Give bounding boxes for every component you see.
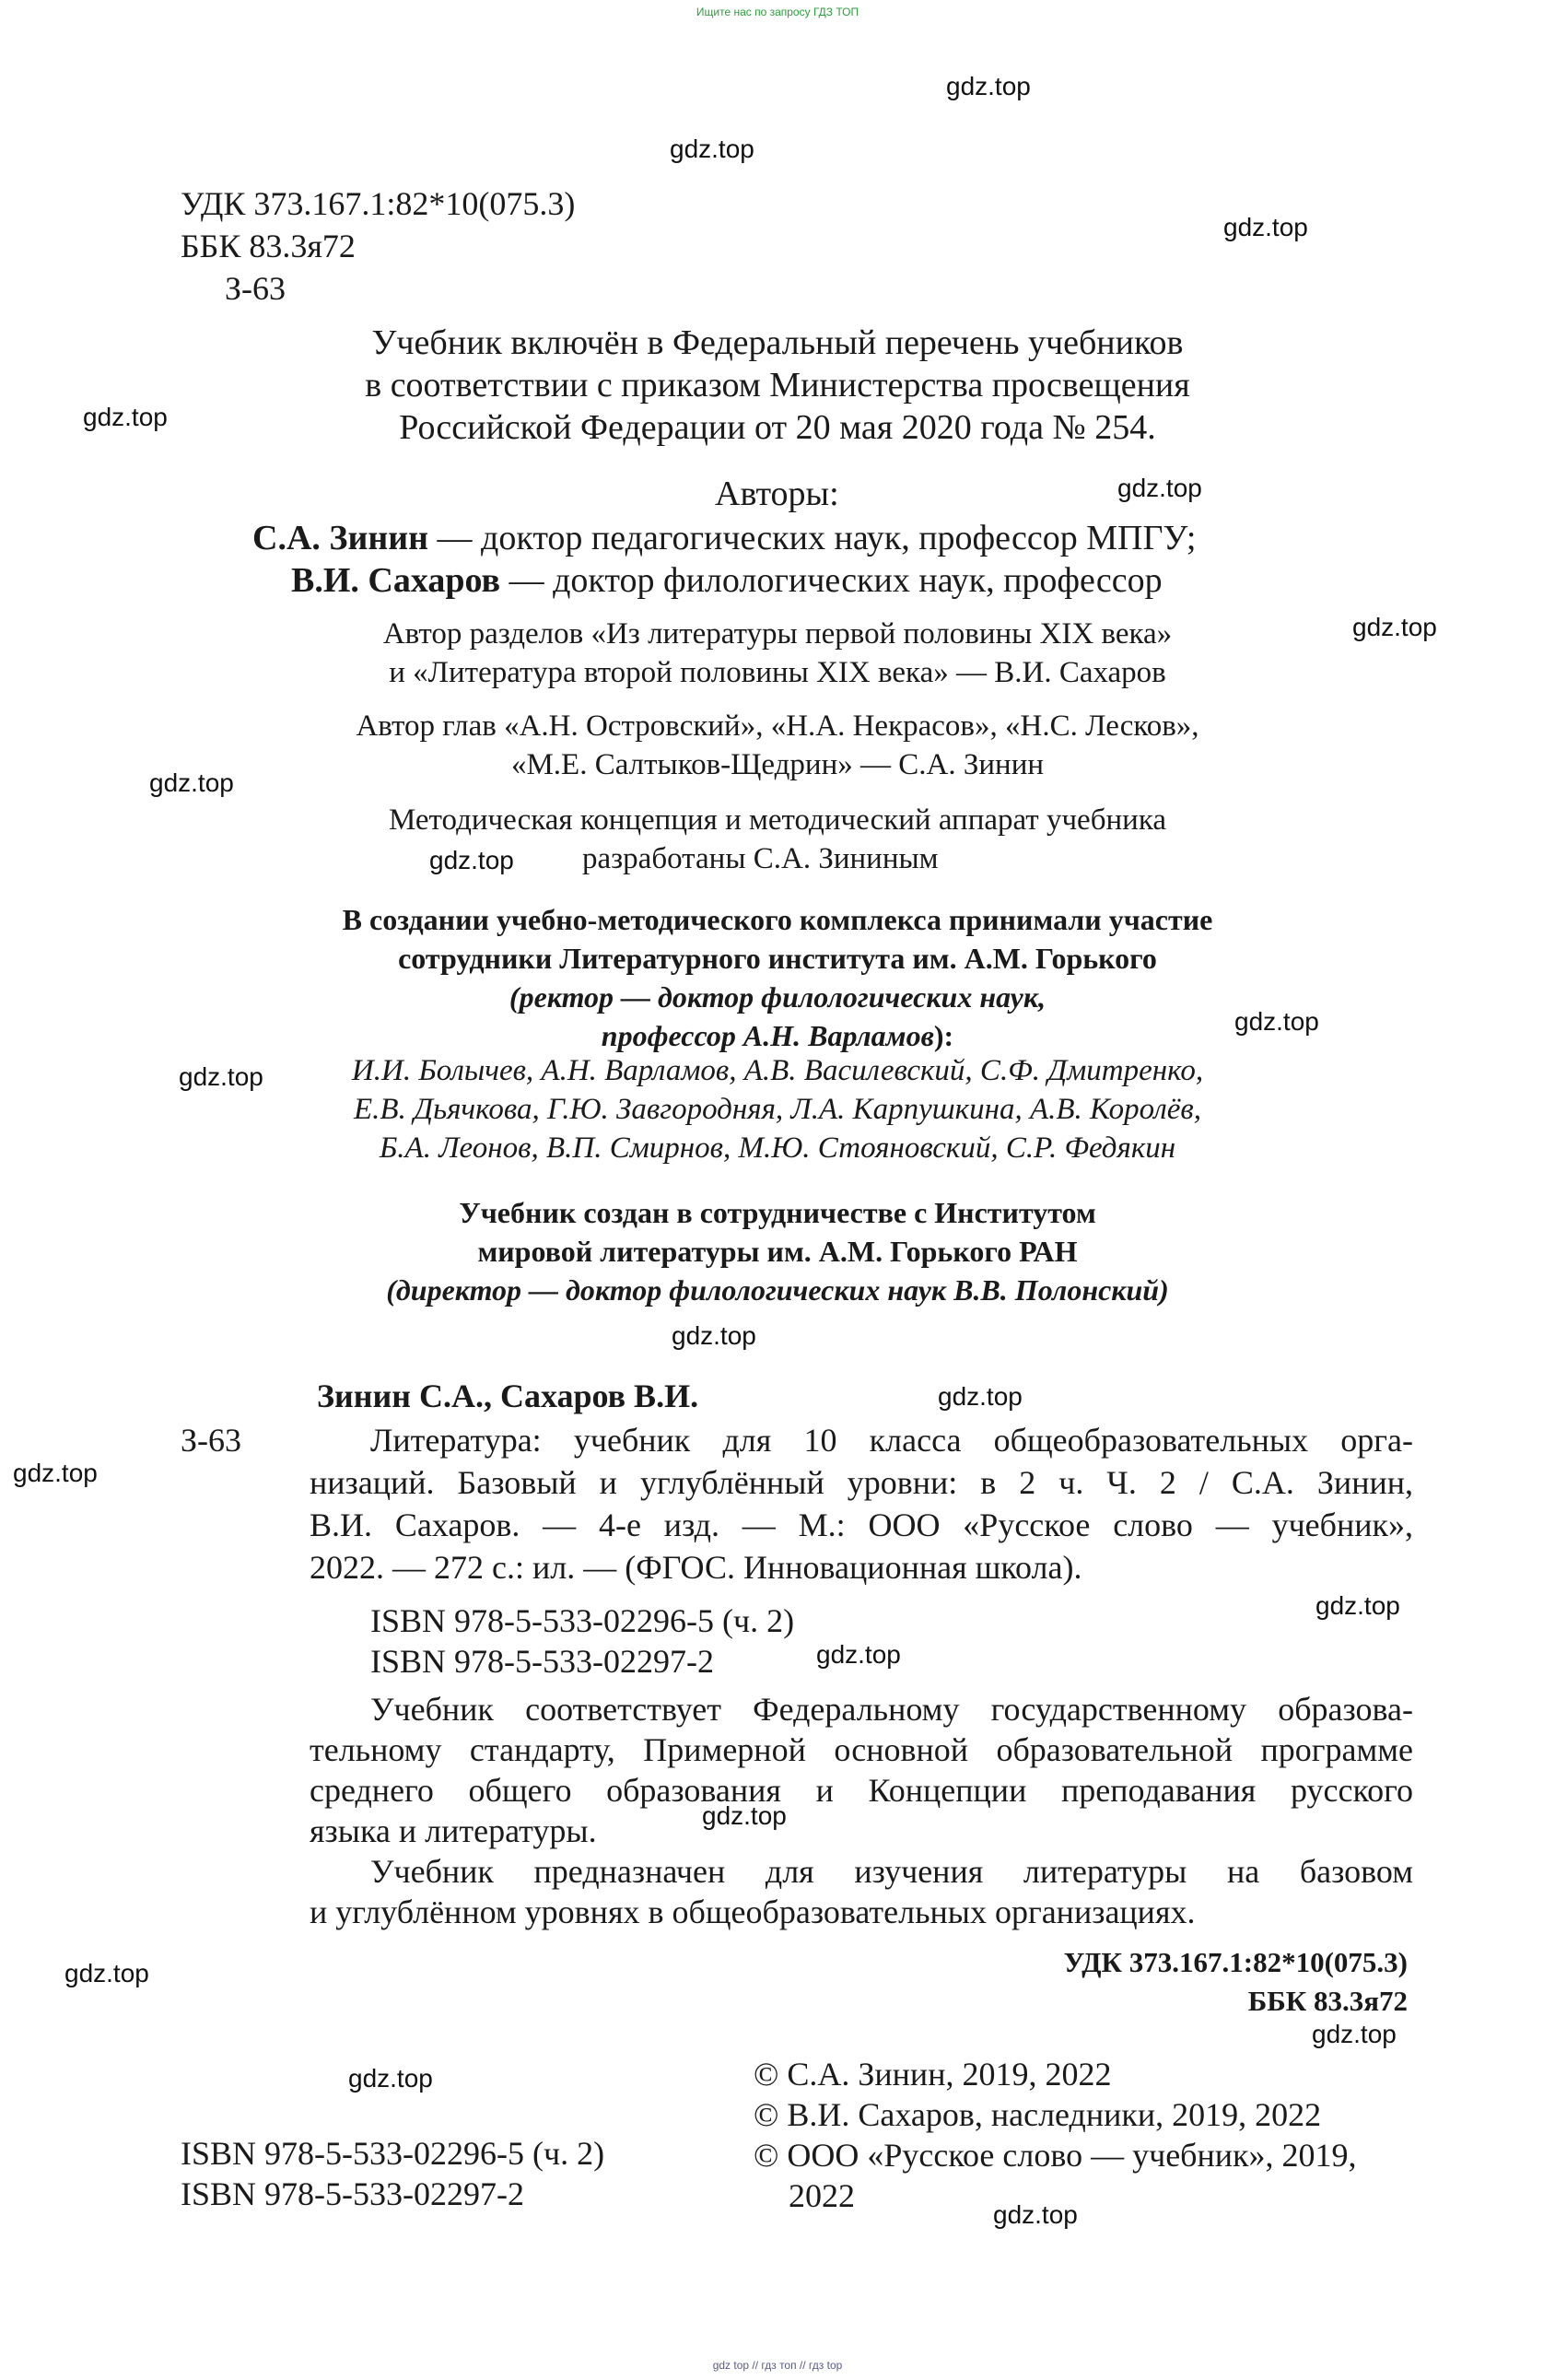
copyright-line: © ООО «Русское слово — учебник», 2019, bbox=[754, 2137, 1357, 2174]
rector-name: профессор А.Н. Варламов bbox=[601, 1019, 934, 1052]
watermark: gdz.top bbox=[13, 1459, 98, 1487]
sections-author-line: и «Литература второй половины XIX века» — В.И. Сахаров bbox=[389, 656, 1166, 689]
watermark: gdz.top bbox=[672, 1321, 756, 1350]
watermark: gdz.top bbox=[149, 768, 234, 797]
watermark: gdz.top bbox=[1352, 613, 1437, 641]
footer-isbn: ISBN 978-5-533-02297-2 bbox=[181, 2175, 524, 2212]
annotation-line: Учебник предназначен для изучения литературы на базовом bbox=[370, 1853, 1413, 1890]
watermark: gdz.top bbox=[1315, 1591, 1400, 1620]
author-line-1 bbox=[252, 518, 1196, 558]
rector-line-2 bbox=[0, 1019, 1555, 1053]
isbn-line: ISBN 978-5-533-02297-2 bbox=[370, 1643, 714, 1680]
chapters-author-line: «М.Е. Салтыков-Щедрин» — С.А. Зинин bbox=[510, 748, 1045, 781]
udk-header: УДК 373.167.1:82*10(075.3) bbox=[181, 185, 576, 222]
rector-line: (ректор — доктор филологических наук, bbox=[509, 980, 1046, 1014]
annotation-line: языка и литературы. bbox=[310, 1812, 597, 1849]
federal-list-line: Учебник включён в Федеральный перечень учебников bbox=[371, 323, 1184, 362]
bbk-footer: ББК 83.3я72 bbox=[1247, 1985, 1408, 2017]
method-line: Методическая концепция и методический аппарат учебника bbox=[388, 803, 1166, 837]
imli-line: Учебник создан в сотрудничестве с Институтом bbox=[459, 1196, 1096, 1229]
author-2-name: В.И. Сахаров bbox=[291, 561, 501, 600]
staff-line: Б.А. Леонов, В.П. Смирнов, М.Ю. Стояновский, С.Р. Федякин bbox=[379, 1131, 1176, 1165]
bbk-header: ББК 83.3я72 bbox=[181, 228, 356, 264]
annotation-line: среднего общего образования и Концепции преподавания русского bbox=[310, 1772, 1413, 1809]
watermark: gdz.top bbox=[64, 1959, 149, 1987]
imli-director-line: (директор — доктор филологических наук В.В. Полонский) bbox=[386, 1273, 1169, 1307]
author-1-name: С.А. Зинин bbox=[252, 519, 429, 557]
watermark: gdz.top bbox=[83, 403, 168, 431]
rector-tail: ): bbox=[933, 1019, 954, 1052]
annotation-line: Учебник соответствует Федеральному государственному образова- bbox=[370, 1691, 1413, 1728]
staff-line: И.И. Болычев, А.Н. Варламов, А.В. Василевский, С.Ф. Дмитренко, bbox=[351, 1054, 1204, 1087]
bottom-banner: gdz top // гдз топ // гдз top bbox=[712, 2359, 843, 2372]
chapters-author-line: Автор глав «А.Н. Островский», «Н.А. Некрасов», «Н.С. Лесков», bbox=[356, 709, 1199, 743]
biblio-line: Литература: учебник для 10 класса общеобразовательных орга- bbox=[370, 1422, 1413, 1459]
federal-list-line: в соответствии с приказом Министерства просвещения bbox=[365, 366, 1190, 404]
udk-footer: УДК 373.167.1:82*10(075.3) bbox=[1063, 1946, 1408, 1978]
biblio-authors: Зинин С.А., Сахаров В.И. bbox=[317, 1378, 699, 1414]
watermark: gdz.top bbox=[348, 2064, 433, 2093]
watermark: gdz.top bbox=[702, 1801, 787, 1830]
watermark: gdz.top bbox=[1312, 2020, 1397, 2048]
top-banner: Ищите нас по запросу ГДЗ ТОП bbox=[696, 6, 859, 18]
participation-line: В создании учебно-методического комплекса принимали участие bbox=[342, 903, 1213, 936]
watermark: gdz.top bbox=[1223, 213, 1308, 241]
method-line: разработаны С.А. Зининым bbox=[582, 842, 939, 875]
watermark: gdz.top bbox=[179, 1062, 263, 1091]
biblio-line: низаций. Базовый и углублённый уровни: в 2 ч. Ч. 2 / С.А. Зинин, bbox=[310, 1464, 1413, 1501]
biblio-line: В.И. Сахаров. — 4-е изд. — М.: ООО «Русское слово — учебник», bbox=[310, 1507, 1413, 1543]
staff-line: Е.В. Дьячкова, Г.Ю. Завгородняя, Л.А. Карпушкина, А.В. Королёв, bbox=[354, 1093, 1201, 1126]
watermark: gdz.top bbox=[670, 135, 754, 163]
biblio-line: 2022. — 272 с.: ил. — (ФГОС. Инновационная школа). bbox=[310, 1549, 1082, 1586]
watermark: gdz.top bbox=[1117, 474, 1202, 502]
sections-author-line: Автор разделов «Из литературы первой половины XIX века» bbox=[382, 617, 1173, 651]
biblio-code: З-63 bbox=[181, 1422, 242, 1459]
watermark: gdz.top bbox=[1234, 1007, 1319, 1036]
imli-line: мировой литературы им. А.М. Горького РАН bbox=[477, 1235, 1078, 1268]
annotation-line: и углублённом уровнях в общеобразовательных организациях. bbox=[310, 1893, 1196, 1930]
author-1-desc: — доктор педагогических наук, профессор МПГУ; bbox=[428, 519, 1197, 557]
authors-heading: Авторы: bbox=[715, 475, 839, 513]
author-line-2 bbox=[291, 560, 1163, 601]
copyright-line: 2022 bbox=[789, 2177, 855, 2214]
watermark: gdz.top bbox=[938, 1382, 1023, 1411]
classification-code: З-63 bbox=[225, 270, 286, 307]
watermark: gdz.top bbox=[946, 72, 1031, 100]
copyright-line: © В.И. Сахаров, наследники, 2019, 2022 bbox=[754, 2096, 1322, 2133]
author-2-desc: — доктор филологических наук, профессор bbox=[500, 561, 1163, 600]
watermark: gdz.top bbox=[816, 1640, 901, 1669]
watermark: gdz.top bbox=[429, 846, 514, 874]
footer-isbn: ISBN 978-5-533-02296-5 (ч. 2) bbox=[181, 2135, 605, 2172]
annotation-line: тельному стандарту, Примерной основной образовательной программе bbox=[310, 1731, 1413, 1768]
isbn-line: ISBN 978-5-533-02296-5 (ч. 2) bbox=[370, 1602, 795, 1639]
participation-line: сотрудники Литературного института им. А.М. Горького bbox=[398, 942, 1157, 975]
copyright-line: © С.А. Зинин, 2019, 2022 bbox=[754, 2056, 1112, 2093]
federal-list-line: Российской Федерации от 20 мая 2020 года № 254. bbox=[399, 408, 1156, 447]
watermark: gdz.top bbox=[993, 2200, 1078, 2229]
